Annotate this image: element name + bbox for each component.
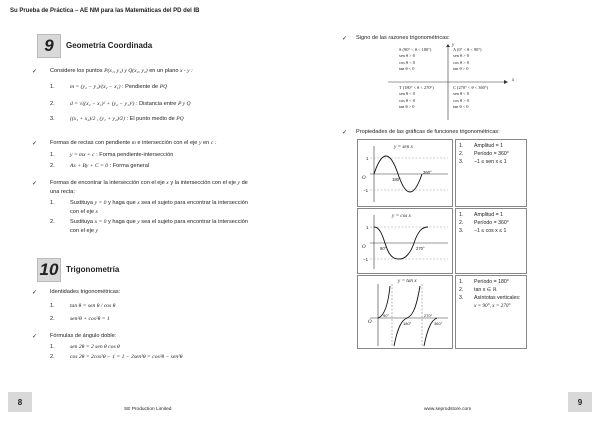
sin-double-angle: sen 2θ = 2 sen θ cos θ [70, 344, 120, 350]
x-tick-label: 90° [383, 313, 390, 318]
cosine-label: y = cos x [392, 213, 411, 219]
double-angle-intro: Fórmulas de ángulo doble: [50, 333, 117, 339]
y-intercept-step: Sustituya x = 0 y haga que y sea el sujeto para encontrar la intersección [70, 219, 248, 225]
pythagorean-identity: sen²θ + cos²θ = 1 [70, 316, 110, 322]
item-number: 1. [50, 152, 55, 158]
sine-properties [455, 139, 527, 207]
midpoint-formula-row: ((x₁ + x₂)/2 , (y₁ + y₂)/2) : El punto medio de PQ [70, 116, 184, 122]
x-tick-label: 270° [416, 246, 425, 251]
item-number: 1. [459, 279, 464, 285]
checkmark-icon: ✓ [32, 334, 38, 340]
section-number-badge: 9 [37, 34, 61, 58]
x-tick-label: 360° [434, 321, 443, 326]
x-tick-label: 270° [424, 313, 433, 318]
geometry-points-intro: Considere los puntos P(x₁, y₁) y Q(x₂, y₂) en un plano x - y : [50, 68, 193, 74]
y-max-label: 1 [366, 225, 369, 230]
x-tick-label: 180° [403, 321, 412, 326]
property-text: −1 ≤ sen x ≤ 1 [474, 159, 507, 165]
quadrant-ii-signs: S (90° < θ < 180°) sen θ > 0 cos θ < 0 tan θ < 0 [399, 47, 432, 71]
slope-formula-row: m = (y₂ − y₁)/(x₂ − x₁) : Pendiente de PQ [70, 84, 168, 90]
tangent-graph-box [357, 275, 453, 349]
y-axis-label: y [452, 43, 455, 48]
page-number-right: 9 [568, 392, 592, 412]
checkmark-icon: ✓ [32, 69, 38, 75]
graphs-title: Propiedades de las gráficas de funciones trigonométricas: [356, 129, 500, 135]
intercepts-intro: Formas de encontrar la intersección con el eje x y la intersección con el eje y de [50, 180, 248, 186]
x-intercept-step: Sustituya y = 0 y haga que x sea el sujeto para encontrar la intersección [70, 200, 248, 206]
intercepts-intro-line2: una recta: [50, 189, 75, 195]
signs-title: Signo de las razones trigonométricas: [356, 35, 450, 41]
item-number: 1. [50, 84, 55, 90]
item-number: 2. [459, 220, 464, 226]
property-text: Período = 180° [474, 279, 509, 285]
footer-publisher: SE Production Limited [124, 407, 172, 412]
property-text: Período = 360° [474, 220, 509, 226]
tangent-graph [358, 276, 452, 348]
x-intercept-step-line2: con el eje x [70, 209, 98, 215]
y-max-label: 1 [366, 156, 369, 161]
item-number: 3. [459, 295, 464, 301]
cos-double-angle: cos 2θ = 2cos²θ − 1 = 1 − 2sen²θ = cos²θ − sen²θ [70, 354, 183, 360]
item-number: 3. [459, 228, 464, 234]
x-tick-label: 90° [380, 246, 387, 251]
item-number: 1. [50, 303, 55, 309]
item-number: 1. [50, 200, 55, 206]
checkmark-icon: ✓ [342, 130, 348, 136]
section-title: Geometría Coordinada [66, 41, 153, 50]
tangent-label: y = tan x [398, 278, 417, 284]
identities-intro: Identidades trigonométricas: [50, 289, 121, 295]
checkmark-icon: ✓ [342, 36, 348, 42]
property-text: Amplitud = 1 [474, 143, 503, 149]
cosine-graph-box [357, 208, 453, 274]
section-number-badge: 10 [37, 258, 61, 282]
item-number: 2. [50, 316, 55, 322]
quadrant-iv-signs: C (270° < θ < 360°) sen θ < 0 cos θ > 0 tan θ < 0 [453, 85, 489, 109]
item-number: 3. [50, 116, 55, 122]
origin-label: O [362, 245, 366, 250]
checkmark-icon: ✓ [32, 141, 38, 147]
tangent-properties [455, 275, 527, 349]
general-form-row: Ax + By + C = 0 : Forma general [70, 163, 150, 169]
checkmark-icon: ✓ [32, 290, 38, 296]
line-forms-intro: Formas de rectas con pendiente m e intersección con el eje y en c : [50, 140, 217, 146]
slope-intercept-row: y = mx + c : Forma pendiente-intersección [70, 152, 174, 158]
item-number: 1. [459, 212, 464, 218]
asymptotes-text: x = 90°, x = 270° [474, 303, 511, 309]
quadrant-iii-signs: T (180° < θ < 270°) sen θ < 0 cos θ < 0 tan θ > 0 [399, 85, 434, 109]
sine-graph-box [357, 139, 453, 207]
tan-identity: tan θ = sen θ / cos θ [70, 303, 116, 309]
property-text: Amplitud = 1 [474, 212, 503, 218]
y-intercept-step-line2: con el eje y [70, 228, 98, 234]
page-number-left: 8 [8, 392, 32, 412]
item-number: 1. [459, 143, 464, 149]
sine-label: y = sen x [394, 144, 413, 150]
item-number: 2. [50, 219, 55, 225]
property-text: Asíntotas verticales: [474, 295, 521, 301]
property-text: Período = 360° [474, 151, 509, 157]
item-number: 2. [50, 354, 55, 360]
footer-website: www.seprodstore.com [424, 407, 472, 412]
item-number: 2. [50, 163, 55, 169]
x-tick-label: 360° [423, 170, 432, 175]
item-number: 2. [459, 151, 464, 157]
item-number: 2. [459, 287, 464, 293]
section-title: Trigonometría [66, 265, 120, 274]
property-text: −1 ≤ cos x ≤ 1 [474, 228, 507, 234]
x-axis-label: x [512, 78, 515, 83]
y-min-label: −1 [363, 188, 369, 193]
distance-formula-row: d = √((x₂ − x₁)² + (y₂ − y₁)²) : Distancia entre P y Q [70, 101, 191, 107]
checkmark-icon: ✓ [32, 181, 38, 187]
page-header-title: Su Prueba de Práctica – AE NM para las Matemáticas del PD del IB [10, 8, 200, 14]
item-number: 1. [50, 344, 55, 350]
cosine-properties [455, 208, 527, 274]
quadrant-i-signs: A (0° < θ < 90°) sen θ > 0 cos θ > 0 tan θ > 0 [453, 47, 482, 71]
property-text: tan x ∈ ℝ [474, 287, 497, 293]
origin-label: O [362, 176, 366, 181]
origin-label: O [368, 320, 372, 325]
item-number: 3. [459, 159, 464, 165]
item-number: 2. [50, 101, 55, 107]
y-min-label: −1 [363, 257, 369, 262]
x-tick-label: 180° [392, 177, 401, 182]
